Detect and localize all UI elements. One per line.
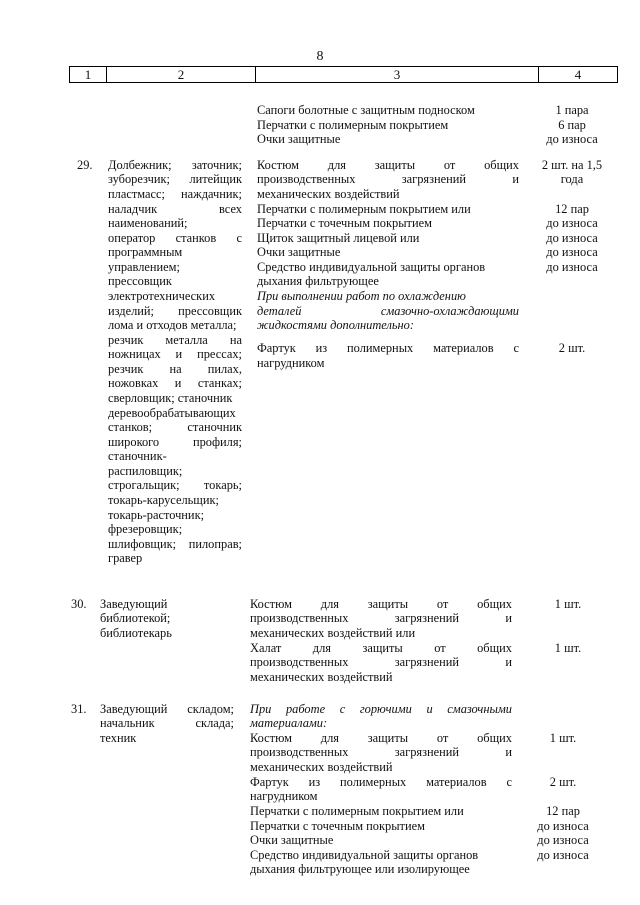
profession-line: наладчик всех <box>108 202 242 216</box>
norm-text: 2 шт. <box>549 775 577 789</box>
profession-line: токарь-карусельщик; <box>108 493 219 507</box>
profession-line: токарь-расточник; <box>108 508 205 522</box>
item-text: Средство индивидуальной защиты органов <box>257 260 486 274</box>
profession-line: деревообрабатывающих <box>108 406 236 420</box>
profession-line: широкого профиля; <box>108 435 242 449</box>
profession-line: пластмасс; наждачник; <box>108 187 242 201</box>
row-number: 31. <box>71 702 87 716</box>
norm-text: 12 пар <box>555 202 589 216</box>
profession-line: строгальщик; токарь; <box>108 478 242 492</box>
norm-text: 2 шт. <box>558 341 586 355</box>
item-text: производственных загрязнений и <box>250 745 512 759</box>
item-text: дыхания фильтрующее <box>257 274 379 288</box>
profession-line: лома и отходов металла; <box>108 318 237 332</box>
item-text: производственных загрязнений и <box>250 655 512 669</box>
item-text: Очки защитные <box>257 245 341 259</box>
norm-text: до износа <box>546 231 598 245</box>
profession-line: зуборезчик; литейщик <box>108 172 242 186</box>
page-number: 8 <box>316 49 324 64</box>
item-text: механических воздействий <box>250 760 393 774</box>
profession-line: распиловщик; <box>108 464 183 478</box>
profession-line: гравер <box>108 551 143 565</box>
norm-text: 1 шт. <box>554 641 582 655</box>
profession-line: сверловщик; станочник <box>108 391 233 405</box>
item-text: дыхания фильтрующее или изолирующее <box>250 862 470 876</box>
norm-text: 12 пар <box>546 804 580 818</box>
profession-line: библиотекой; <box>100 611 171 625</box>
profession-line: шлифовщик; пилоправ; <box>108 537 242 551</box>
item-text: Перчатки с полимерным покрытием или <box>250 804 464 818</box>
row-number: 29. <box>77 158 93 172</box>
column-header-row <box>69 66 618 83</box>
item-text: Очки защитные <box>250 833 334 847</box>
column-header-2: 2 <box>177 67 185 82</box>
profession-line: станков; станочник <box>108 420 242 434</box>
profession-line: резчик на пилах, <box>108 362 242 376</box>
item-text: Фартук из полимерных материалов с <box>257 341 519 355</box>
profession-line: ножовках и станках; <box>108 376 242 390</box>
norm-text: до износа <box>537 833 589 847</box>
profession-line: электротехнических <box>108 289 216 303</box>
item-text: механических воздействий <box>257 187 400 201</box>
profession-line: наименований; <box>108 216 188 230</box>
profession-line: библиотекарь <box>100 626 172 640</box>
profession-line: Заведующий <box>100 597 168 611</box>
item-text: Очки защитные <box>257 132 341 146</box>
item-text: нагрудником <box>250 789 318 803</box>
row-number: 30. <box>71 597 87 611</box>
item-text: Костюм для защиты от общих <box>250 731 512 745</box>
profession-line: техник <box>100 731 137 745</box>
norm-text: до износа <box>546 216 598 230</box>
profession-line: прессовщик <box>108 274 172 288</box>
profession-line: станочник- <box>108 449 167 463</box>
profession-line: Долбежник; заточник; <box>108 158 242 172</box>
norm-text: до износа <box>546 245 598 259</box>
norm-text: до износа <box>546 132 598 146</box>
item-text: Костюм для защиты от общих <box>250 597 512 611</box>
norm-text: 2 шт. на 1,5 <box>541 158 603 172</box>
item-text: Сапоги болотные с защитным подноском <box>257 103 475 117</box>
item-text: Щиток защитный лицевой или <box>257 231 420 245</box>
item-text: Перчатки с полимерным покрытием <box>257 118 449 132</box>
item-text: нагрудником <box>257 356 325 370</box>
item-text: производственных загрязнений и <box>257 172 519 186</box>
norm-text: 1 шт. <box>554 597 582 611</box>
column-header-3: 3 <box>393 67 401 82</box>
item-text: деталей смазочно-охлаждающими <box>257 304 519 318</box>
column-header-4: 4 <box>574 67 582 82</box>
item-text: Перчатки с точечным покрытием <box>250 819 425 833</box>
profession-line: начальник склада; <box>100 716 234 730</box>
item-text: Средство индивидуальной защиты органов <box>250 848 479 862</box>
profession-line: Заведующий складом; <box>100 702 234 716</box>
profession-line: программным <box>108 245 183 259</box>
item-text: При выполнении работ по охлаждению <box>257 289 466 303</box>
item-text: Костюм для защиты от общих <box>257 158 519 172</box>
item-text: Фартук из полимерных материалов с <box>250 775 512 789</box>
item-text: жидкостями дополнительно: <box>257 318 415 332</box>
norm-text: 1 шт. <box>549 731 577 745</box>
norm-text: 1 пара <box>555 103 589 117</box>
profession-line: резчик металла на <box>108 333 242 347</box>
item-text: материалами: <box>250 716 328 730</box>
profession-line: изделий; прессовщик <box>108 304 242 318</box>
profession-line: ножницах и прессах; <box>108 347 242 361</box>
item-text: механических воздействий или <box>250 626 416 640</box>
item-text: Перчатки с полимерным покрытием или <box>257 202 471 216</box>
norm-text: года <box>560 172 584 186</box>
item-text: механических воздействий <box>250 670 393 684</box>
column-header-1: 1 <box>84 67 92 82</box>
item-text: Перчатки с точечным покрытием <box>257 216 432 230</box>
profession-line: оператор станков с <box>108 231 242 245</box>
profession-line: фрезеровщик; <box>108 522 183 536</box>
norm-text: до износа <box>537 848 589 862</box>
norm-text: до износа <box>537 819 589 833</box>
profession-line: управлением; <box>108 260 180 274</box>
item-text: При работе с горючими и смазочными <box>250 702 512 716</box>
item-text: Халат для защиты от общих <box>250 641 512 655</box>
item-text: производственных загрязнений и <box>250 611 512 625</box>
norm-text: 6 пар <box>558 118 586 132</box>
norm-text: до износа <box>546 260 598 274</box>
